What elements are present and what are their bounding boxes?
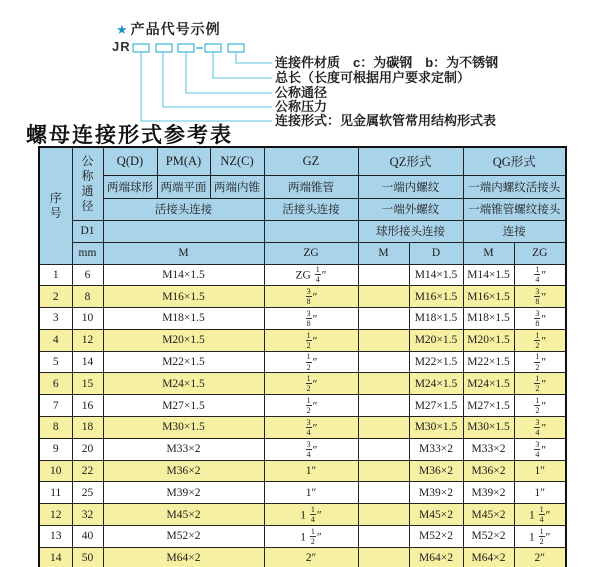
fraction: $\frac{1}{2}$ (310, 526, 315, 546)
table-row (39, 286, 566, 308)
table-header (39, 147, 566, 264)
fraction: $\frac{1}{2}$ (306, 352, 311, 372)
table-row (39, 482, 566, 504)
cell-no: 8 (39, 417, 72, 439)
cell-qg-zg: $\frac{1}{2}$ ″ (514, 351, 566, 373)
nut-connection-reference-table (38, 146, 567, 567)
cell-dn: 50 (72, 547, 103, 567)
cell-m: M14×1.5 (103, 264, 264, 286)
cell-no: 13 (39, 526, 72, 548)
cell-no: 5 (39, 351, 72, 373)
fraction: $\frac{3}{4}$ (535, 439, 540, 459)
cell-qg-zg: 1 $\frac{1}{2}$ ″ (514, 526, 566, 548)
cell-qg-m: M18×1.5 (463, 308, 514, 330)
header-qg-sub1: 一端内螺纹活接头 (463, 175, 566, 198)
cell-gz: $\frac{1}{2}$ ″ (264, 329, 358, 351)
cell-m: M20×1.5 (103, 329, 264, 351)
cell-qz-m (358, 547, 409, 567)
table-row (39, 264, 566, 286)
cell-dn: 16 (72, 395, 103, 417)
cell-gz: 1″ (264, 482, 358, 504)
cell-m: M30×1.5 (103, 417, 264, 439)
cell-qz-m (358, 504, 409, 526)
cell-qg-m: M20×1.5 (463, 329, 514, 351)
header-qz-m: M (358, 242, 409, 264)
cell-qz-m (358, 417, 409, 439)
cell-qz-d: M18×1.5 (409, 308, 463, 330)
cell-dn: 20 (72, 438, 103, 460)
product-code-prefix: JR (112, 39, 131, 54)
cell-qg-zg: $\frac{1}{2}$ ″ (514, 373, 566, 395)
cell-gz: 1 $\frac{1}{2}$ ″ (264, 526, 358, 548)
cell-qg-m: M30×1.5 (463, 417, 514, 439)
fraction: $\frac{3}{8}$ (535, 287, 540, 307)
cell-qz-d: M16×1.5 (409, 286, 463, 308)
table-row (39, 351, 566, 373)
cell-gz: 1 $\frac{1}{4}$ ″ (264, 504, 358, 526)
cell-qg-m: M36×2 (463, 460, 514, 482)
cell-qz-d: M27×1.5 (409, 395, 463, 417)
cell-no: 6 (39, 373, 72, 395)
fraction: $\frac{3}{8}$ (535, 308, 540, 328)
header-union-connection: 活接头连接 (103, 198, 264, 220)
cell-qg-m: M14×1.5 (463, 264, 514, 286)
cell-qg-zg: $\frac{1}{2}$ ″ (514, 329, 566, 351)
cell-gz: $\frac{3}{8}$ ″ (264, 308, 358, 330)
cell-no: 14 (39, 547, 72, 567)
header-qg-sub3: 连接 (463, 220, 566, 242)
table-row (39, 417, 566, 439)
cell-no: 4 (39, 329, 72, 351)
cell-gz: $\frac{1}{2}$ ″ (264, 395, 358, 417)
cell-m: M18×1.5 (103, 308, 264, 330)
cell-qz-d: M36×2 (409, 460, 463, 482)
cell-no: 3 (39, 308, 72, 330)
table-title: 螺母连接形式参考表 (26, 122, 233, 147)
cell-qz-m (358, 482, 409, 504)
header-qz-sub3: 球形接头连接 (358, 220, 463, 242)
fraction: $\frac{3}{4}$ (306, 439, 311, 459)
cell-qg-zg: 1″ (514, 460, 566, 482)
cell-qg-m: M22×1.5 (463, 351, 514, 373)
cell-gz: $\frac{1}{2}$ ″ (264, 373, 358, 395)
cell-gz: 2″ (264, 547, 358, 567)
header-d1: D1 (72, 220, 103, 242)
fraction: $\frac{3}{8}$ (306, 287, 311, 307)
table-row (39, 460, 566, 482)
cell-qg-zg: $\frac{3}{8}$ ″ (514, 308, 566, 330)
table-row (39, 504, 566, 526)
cell-dn: 18 (72, 417, 103, 439)
cell-no: 1 (39, 264, 72, 286)
product-code-heading-text: 产品代号示例 (130, 21, 221, 37)
cell-dn: 14 (72, 351, 103, 373)
cell-m: M64×2 (103, 547, 264, 567)
cell-qg-zg: 1″ (514, 482, 566, 504)
table-row (39, 308, 566, 330)
cell-dn: 40 (72, 526, 103, 548)
cell-qz-d: M20×1.5 (409, 329, 463, 351)
header-qg: QG形式 (463, 147, 566, 175)
cell-qz-d: M33×2 (409, 438, 463, 460)
header-seq: 序号 (39, 147, 72, 264)
cell-no: 10 (39, 460, 72, 482)
header-q: Q(D) (103, 147, 157, 175)
cell-dn: 22 (72, 460, 103, 482)
cell-gz: $\frac{3}{8}$ ″ (264, 286, 358, 308)
cell-qg-zg: 1 $\frac{1}{4}$ ″ (514, 504, 566, 526)
header-qz-d: D (409, 242, 463, 264)
cell-qz-d: M30×1.5 (409, 417, 463, 439)
cell-m: M36×2 (103, 460, 264, 482)
header-nz-sub: 两端内锥 (210, 175, 264, 198)
cell-dn: 25 (72, 482, 103, 504)
header-gz: GZ (264, 147, 358, 175)
cell-m: M45×2 (103, 504, 264, 526)
cell-m: M52×2 (103, 526, 264, 548)
fraction: $\frac{1}{2}$ (306, 330, 311, 350)
cell-m: M39×2 (103, 482, 264, 504)
cell-dn: 15 (72, 373, 103, 395)
cell-qz-d: M52×2 (409, 526, 463, 548)
fraction: $\frac{1}{2}$ (535, 330, 540, 350)
fraction: $\frac{1}{2}$ (539, 526, 544, 546)
header-spacer-gz (264, 220, 358, 242)
cell-qg-zg: $\frac{3}{8}$ ″ (514, 286, 566, 308)
fraction: $\frac{1}{2}$ (535, 395, 540, 416)
cell-qg-zg: $\frac{1}{4}$ ″ (514, 264, 566, 286)
fraction: $\frac{1}{2}$ (306, 374, 311, 394)
header-gz-sub: 两端锥管 (264, 175, 358, 198)
star-icon: ★ (116, 22, 129, 37)
fraction: $\frac{1}{2}$ (535, 352, 540, 372)
fraction: $\frac{1}{4}$ (535, 265, 540, 285)
cell-m: M33×2 (103, 438, 264, 460)
header-qz-sub1: 一端内螺纹 (358, 175, 463, 198)
cell-m: M24×1.5 (103, 373, 264, 395)
cell-qz-d: M14×1.5 (409, 264, 463, 286)
header-nz: NZ(C) (210, 147, 264, 175)
cell-qg-zg: $\frac{1}{2}$ ″ (514, 395, 566, 417)
cell-gz: ZG $\frac{1}{4}$ ″ (264, 264, 358, 286)
cell-qg-m: M33×2 (463, 438, 514, 460)
header-spacer-left (103, 220, 264, 242)
fraction: $\frac{3}{8}$ (306, 308, 311, 328)
fraction: $\frac{1}{4}$ (310, 504, 315, 525)
cell-qg-m: M16×1.5 (463, 286, 514, 308)
cell-qz-d: M45×2 (409, 504, 463, 526)
code-boxes (133, 44, 244, 52)
cell-dn: 10 (72, 308, 103, 330)
cell-gz: $\frac{1}{2}$ ″ (264, 351, 358, 373)
cell-qg-m: M52×2 (463, 526, 514, 548)
cell-dn: 8 (72, 286, 103, 308)
table-row (39, 547, 566, 567)
cell-dn: 12 (72, 329, 103, 351)
cell-qg-zg: $\frac{3}{4}$ ″ (514, 438, 566, 460)
cell-qz-m (358, 460, 409, 482)
fraction: $\frac{3}{4}$ (535, 417, 540, 437)
cell-qz-m (358, 373, 409, 395)
cell-qz-d: M24×1.5 (409, 373, 463, 395)
header-gz-connection: 活接头连接 (264, 198, 358, 220)
cell-qg-m: M39×2 (463, 482, 514, 504)
code-label-length: 总长（长度可根据用户要求定制） (275, 70, 471, 85)
cell-qz-m (358, 526, 409, 548)
cell-qz-m (358, 308, 409, 330)
header-pm: PM(A) (157, 147, 210, 175)
cell-qz-m (358, 286, 409, 308)
header-m: M (103, 242, 264, 264)
code-label-nominal-diameter: 公称通径 (275, 85, 328, 100)
cell-gz: 1″ (264, 460, 358, 482)
cell-no: 2 (39, 286, 72, 308)
cell-no: 9 (39, 438, 72, 460)
cell-no: 7 (39, 395, 72, 417)
fraction: $\frac{1}{2}$ (535, 374, 540, 394)
header-qz-sub2: 一端外螺纹 (358, 198, 463, 220)
cell-qz-d: M22×1.5 (409, 351, 463, 373)
code-label-nominal-pressure: 公称压力 (275, 99, 328, 114)
table-row (39, 438, 566, 460)
cell-qz-d: M64×2 (409, 547, 463, 567)
cell-dn: 32 (72, 504, 103, 526)
cell-qz-m (358, 329, 409, 351)
cell-no: 12 (39, 504, 72, 526)
cell-qz-m (358, 264, 409, 286)
fraction: $\frac{1}{2}$ (306, 395, 311, 416)
cell-qg-m: M64×2 (463, 547, 514, 567)
cell-dn: 6 (72, 264, 103, 286)
header-dn: 公称通径 (72, 147, 103, 220)
cell-qg-zg: $\frac{3}{4}$ ″ (514, 417, 566, 439)
fraction: $\frac{3}{4}$ (306, 417, 311, 437)
product-code-heading (116, 19, 221, 39)
code-label-material: 连接件材质 c：为碳钢 b：为不锈钢 (275, 55, 499, 70)
fraction: $\frac{1}{4}$ (539, 504, 544, 525)
cell-m: M22×1.5 (103, 351, 264, 373)
header-qz: QZ形式 (358, 147, 463, 175)
cell-m: M16×1.5 (103, 286, 264, 308)
cell-qg-m: M27×1.5 (463, 395, 514, 417)
header-pm-sub: 两端平面 (157, 175, 210, 198)
header-qg-zg: ZG (514, 242, 566, 264)
cell-qz-m (358, 395, 409, 417)
cell-gz: $\frac{3}{4}$ ″ (264, 438, 358, 460)
header-qg-sub2: 一端锥管螺纹接头 (463, 198, 566, 220)
header-gz-zg: ZG (264, 242, 358, 264)
connector-lines (141, 52, 272, 121)
cell-qz-m (358, 351, 409, 373)
table-row (39, 329, 566, 351)
cell-qz-m (358, 438, 409, 460)
cell-gz: $\frac{3}{4}$ ″ (264, 417, 358, 439)
cell-qg-m: M24×1.5 (463, 373, 514, 395)
fraction: $\frac{1}{4}$ (315, 265, 320, 285)
table-row (39, 373, 566, 395)
header-mm: mm (72, 242, 103, 264)
table-row (39, 395, 566, 417)
cell-qg-m: M45×2 (463, 504, 514, 526)
table-row (39, 526, 566, 548)
cell-m: M27×1.5 (103, 395, 264, 417)
cell-qg-zg: 2″ (514, 547, 566, 567)
cell-qz-d: M39×2 (409, 482, 463, 504)
cell-no: 11 (39, 482, 72, 504)
header-q-sub: 两端球形 (103, 175, 157, 198)
code-label-connection-form: 连接形式：见金属软管常用结构形式表 (275, 113, 497, 128)
table-body (39, 264, 566, 567)
header-qg-m: M (463, 242, 514, 264)
